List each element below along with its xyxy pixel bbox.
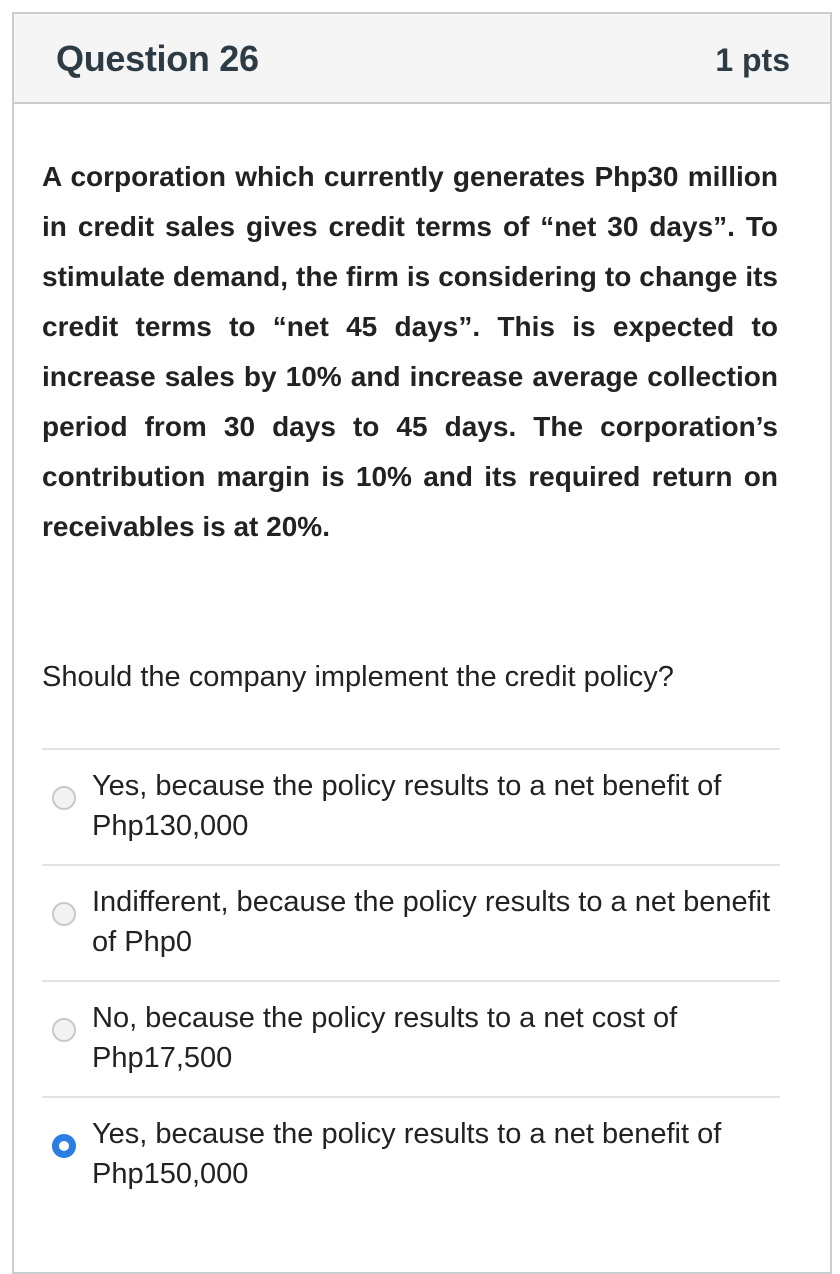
question-body: A corporation which currently generates Php30 million in credit sales gives credit terms of “net 30 days”. To stimulate demand, the firm is considering to change its credit terms to “net 45 days”. This is expected to increase sales by 10% and increase average collection period from 30 days to 45 days. The corporation’s contribution margin is 10% and its required return on receivables is at 20%. (42, 161, 778, 542)
radio-button[interactable] (52, 786, 76, 810)
answer-option-3[interactable] (42, 980, 780, 1096)
question-header (14, 14, 830, 104)
answer-option-4[interactable] (42, 1096, 780, 1212)
radio-button[interactable] (52, 1018, 76, 1042)
answer-option-1[interactable] (42, 748, 780, 864)
answer-label[interactable]: Yes, because the policy results to a net benefit of Php150,000 (92, 1118, 722, 1190)
answer-label[interactable]: No, because the policy results to a net cost of Php17,500 (92, 1002, 678, 1074)
answer-label[interactable]: Yes, because the policy results to a net benefit of Php130,000 (92, 770, 722, 842)
question-title: Question 26 (56, 38, 259, 79)
radio-button[interactable] (52, 1134, 76, 1158)
answer-list (42, 748, 780, 1212)
radio-button[interactable] (52, 902, 76, 926)
question-points: 1 pts (715, 42, 790, 78)
question-prompt: Should the company implement the credit policy? (42, 661, 674, 693)
answer-option-2[interactable] (42, 864, 780, 980)
answer-label[interactable]: Indifferent, because the policy results to a net benefit of Php0 (92, 886, 771, 958)
